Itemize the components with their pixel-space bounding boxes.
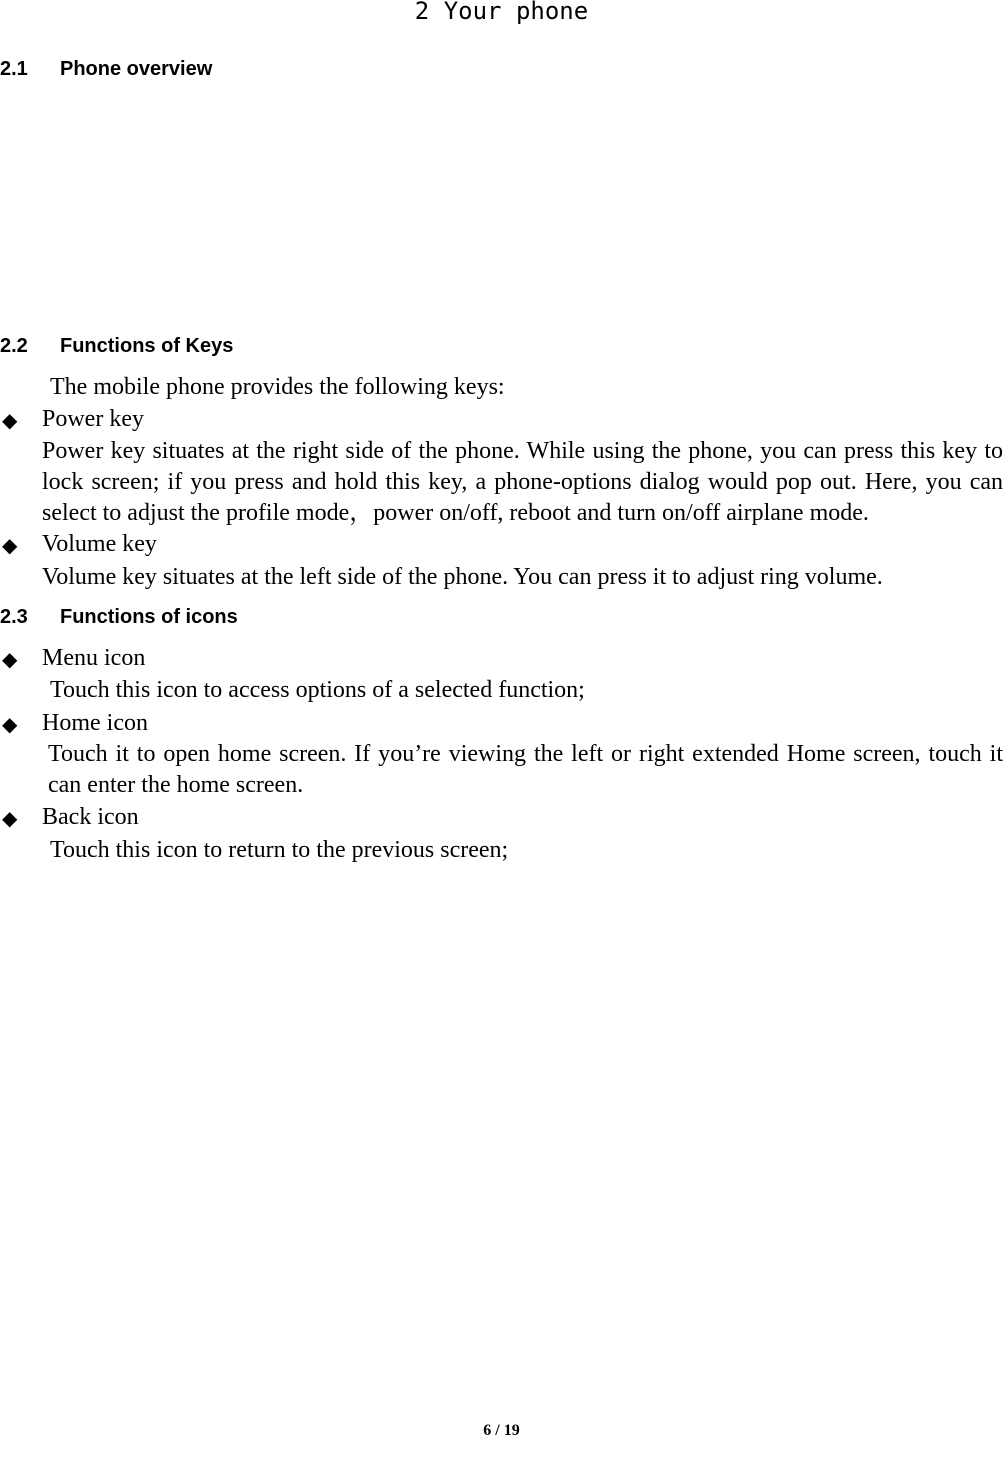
diamond-bullet-icon: ◆ xyxy=(2,533,18,557)
section-heading-functions-of-icons xyxy=(0,606,238,629)
chapter-title: 2 Your phone xyxy=(414,0,589,25)
menu-icon-description: Touch this icon to access options of a selected function; xyxy=(50,677,585,703)
section-heading-phone-overview xyxy=(0,58,212,81)
home-icon-title: Home icon xyxy=(42,710,148,736)
home-icon-description: Touch it to open home screen. If you’re viewing the left or right extended Home screen, touch it can enter the home screen. xyxy=(48,741,1003,798)
diamond-bullet-icon: ◆ xyxy=(2,712,18,736)
section-number: 2.1 xyxy=(0,58,28,80)
section-title: Functions of Keys xyxy=(60,335,234,357)
section-heading-functions-of-keys xyxy=(0,335,233,358)
back-icon-title: Back icon xyxy=(42,804,139,830)
volume-key-title: Volume key xyxy=(42,531,157,557)
section-title: Functions of icons xyxy=(60,606,238,628)
diamond-bullet-icon: ◆ xyxy=(2,806,18,830)
power-key-title: Power key xyxy=(42,406,144,432)
diamond-bullet-icon: ◆ xyxy=(2,647,18,671)
volume-key-description: Volume key situates at the left side of the phone. You can press it to adjust ring volume. xyxy=(42,564,883,590)
section-number: 2.2 xyxy=(0,335,28,357)
page-number: 6 / 19 xyxy=(483,1422,520,1439)
section-title: Phone overview xyxy=(60,58,213,80)
keys-intro: The mobile phone provides the following keys: xyxy=(50,374,505,400)
section-number: 2.3 xyxy=(0,606,28,628)
back-icon-description: Touch this icon to return to the previous screen; xyxy=(50,837,509,863)
power-key-description: Power key situates at the right side of the phone. While using the phone, you can press this key to lock screen; if you press and hold this key, a phone-options dialog would pop out. Here, you can select to adjust the profile mode，power on/off, reboot and turn on/off airplane mode. xyxy=(42,438,1003,526)
menu-icon-title: Menu icon xyxy=(42,645,146,671)
diamond-bullet-icon: ◆ xyxy=(2,408,18,432)
